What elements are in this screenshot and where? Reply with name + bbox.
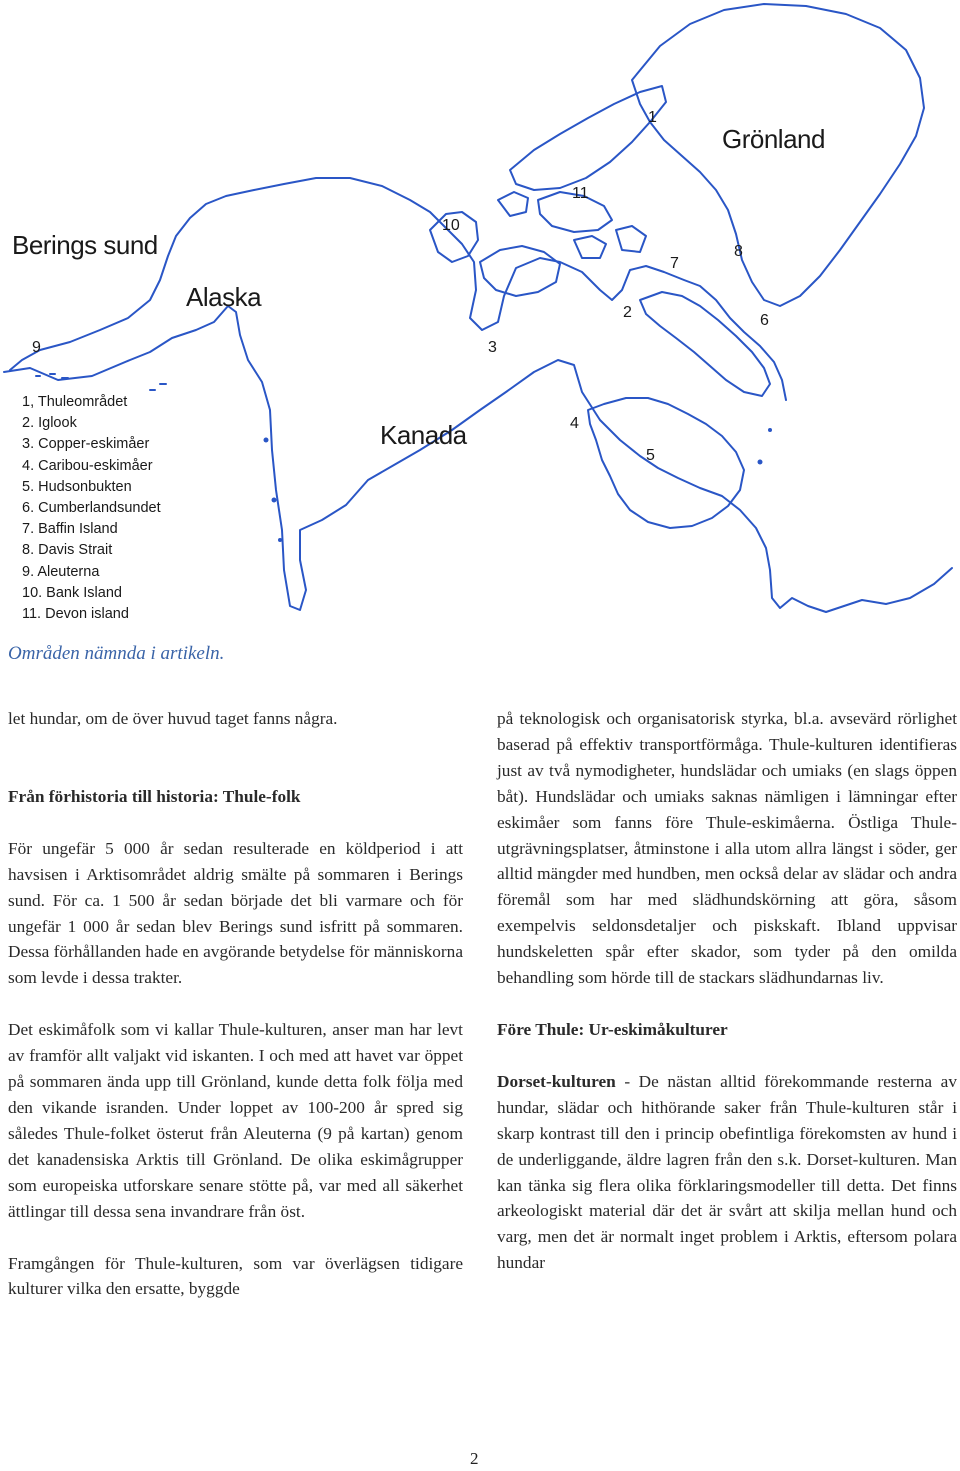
- map-marker-6: 6: [760, 312, 769, 329]
- legend-item: 11. Devon island: [22, 606, 129, 623]
- paragraph-lead: Dorset-kulturen: [497, 1071, 616, 1091]
- map-marker-4: 4: [570, 415, 579, 432]
- legend-item: 2. Iglook: [22, 415, 77, 432]
- page-number: 2: [470, 1449, 479, 1468]
- baffin-island: [640, 292, 770, 396]
- map-caption: Områden nämnda i artikeln.: [8, 643, 225, 664]
- paragraph: Det eskimåfolk som vi kallar Thule-kulturen, anser man har levt av framför allt valjakt vid iskanten. I och med att havet var öppet på sommaren ända upp till Grönland, kunde detta folk följa med den vikande isranden. Under loppet av 100-200 år spred sig således Thule-folket österut från Aleuterna (9 på kartan) genom det kanadensiska Arktis till Grönland. De olika eskimågrupper som europeiska utforskare senare stötte på, var med all säkerhet ättlingar till dessa sena invandrare från öst.: [8, 1020, 463, 1221]
- right-column: [497, 706, 957, 1276]
- map-label-alaska: Alaska: [186, 282, 262, 312]
- legend-item: 6. Cumberlandsundet: [22, 500, 161, 517]
- small-island-a: [498, 192, 528, 216]
- paragraph: let hundar, om de över huvud taget fanns några.: [8, 709, 338, 728]
- legend-item: 8. Davis Strait: [22, 542, 113, 559]
- map-marker-5: 5: [646, 447, 655, 464]
- legend-item: 9. Aleuterna: [22, 563, 100, 580]
- map-marker-9: 9: [32, 339, 41, 356]
- paragraph-body: - De nästan alltid förekommande resterna av hundar, slädar och hithörande saker från Thule-kulturen står i skarp kontrast till den i princip obefintliga förekomsten av hund i de underliggande, äldre lagren från den s.k. Dorset-kulturen. Man kan tänka sig flera olika förklaringsmodeller till detta. Det finns arkeologiskt material där det är svårt att skilja mellan hund och varg, men det är normalt inget problem i Arktis, eftersom polara hundar: [497, 1071, 957, 1273]
- small-island-b: [574, 236, 606, 258]
- map-marker-10: 10: [442, 217, 460, 234]
- left-column: [8, 706, 463, 1302]
- aleutian-islands: [36, 374, 166, 390]
- legend-item: 3. Copper-eskimåer: [22, 436, 150, 453]
- map-marker-8: 8: [734, 243, 743, 260]
- map-marker-7: 7: [670, 255, 679, 272]
- bering-coast: [10, 178, 786, 400]
- legend-item: 10. Bank Island: [22, 584, 122, 601]
- paragraph: på teknologisk och organisatorisk styrka, bl.a. avsevärd rörlighet baserad på effektiv transportförmåga. Thule-kulturen identifieras just av två nymodigheter, hundslädar och umiaks (en slags öppen båt). Hundslädar och umiaks saknas nämligen i lämningar efter eskimåer som fanns före Thule-eskimåerna. Östliga Thule-utgrävningsplatser, åtminstone i alla utom allra längst i söder, ger alltid mängder med hundben, men också delar av slädar och andra föremål som har med slädhundskörning att göra, såsom exempelvis seldonsdetaljer och piskskaft. Ibland uppvisar hundskeletten spår efter skador, som tyder på den omilda behandling som hörde till de stackars slädhundarnas liv.: [497, 709, 957, 988]
- paragraph: [497, 1069, 957, 1276]
- map-legend: [22, 392, 161, 625]
- hudson-bay: [588, 398, 744, 528]
- paragraph: För ungefär 5 000 år sedan resulterade en köldperiod i att havsisen i Arktisområdet aldrig smälte på sommaren i Berings sund. För ca. 1 500 år sedan började det bli varmare och för ungefär 1 000 år sedan blev Berings sund isfritt på sommaren. Dessa förhållanden hade en avgörande betydelse för människorna som levde i dessa trakter.: [8, 838, 463, 988]
- section-heading: Från förhistoria till historia: Thule-folk: [8, 786, 301, 806]
- victoria-island: [480, 246, 560, 296]
- map-marker-1: 1: [648, 109, 657, 126]
- small-island-c: [616, 226, 646, 252]
- legend-item: 1, Thuleområdet: [22, 394, 128, 410]
- paragraph: Framgången för Thule-kulturen, som var överlägsen tidigare kulturer vilka den ersatte, byggde: [8, 1253, 463, 1299]
- map-marker-2: 2: [623, 304, 632, 321]
- map-label-berings-sund: Berings sund: [12, 230, 158, 260]
- map-label-kanada: Kanada: [380, 420, 467, 450]
- legend-item: 5. Hudsonbukten: [22, 478, 132, 495]
- legend-item: 4. Caribou-eskimåer: [22, 457, 153, 474]
- legend-item: 7. Baffin Island: [22, 521, 118, 538]
- map-marker-3: 3: [488, 339, 497, 356]
- map-marker-11: 11: [572, 185, 589, 202]
- section-heading: Före Thule: Ur-eskimåkulturer: [497, 1019, 728, 1039]
- map-label-gronland: Grönland: [722, 124, 825, 154]
- ellesmere-island: [510, 86, 666, 190]
